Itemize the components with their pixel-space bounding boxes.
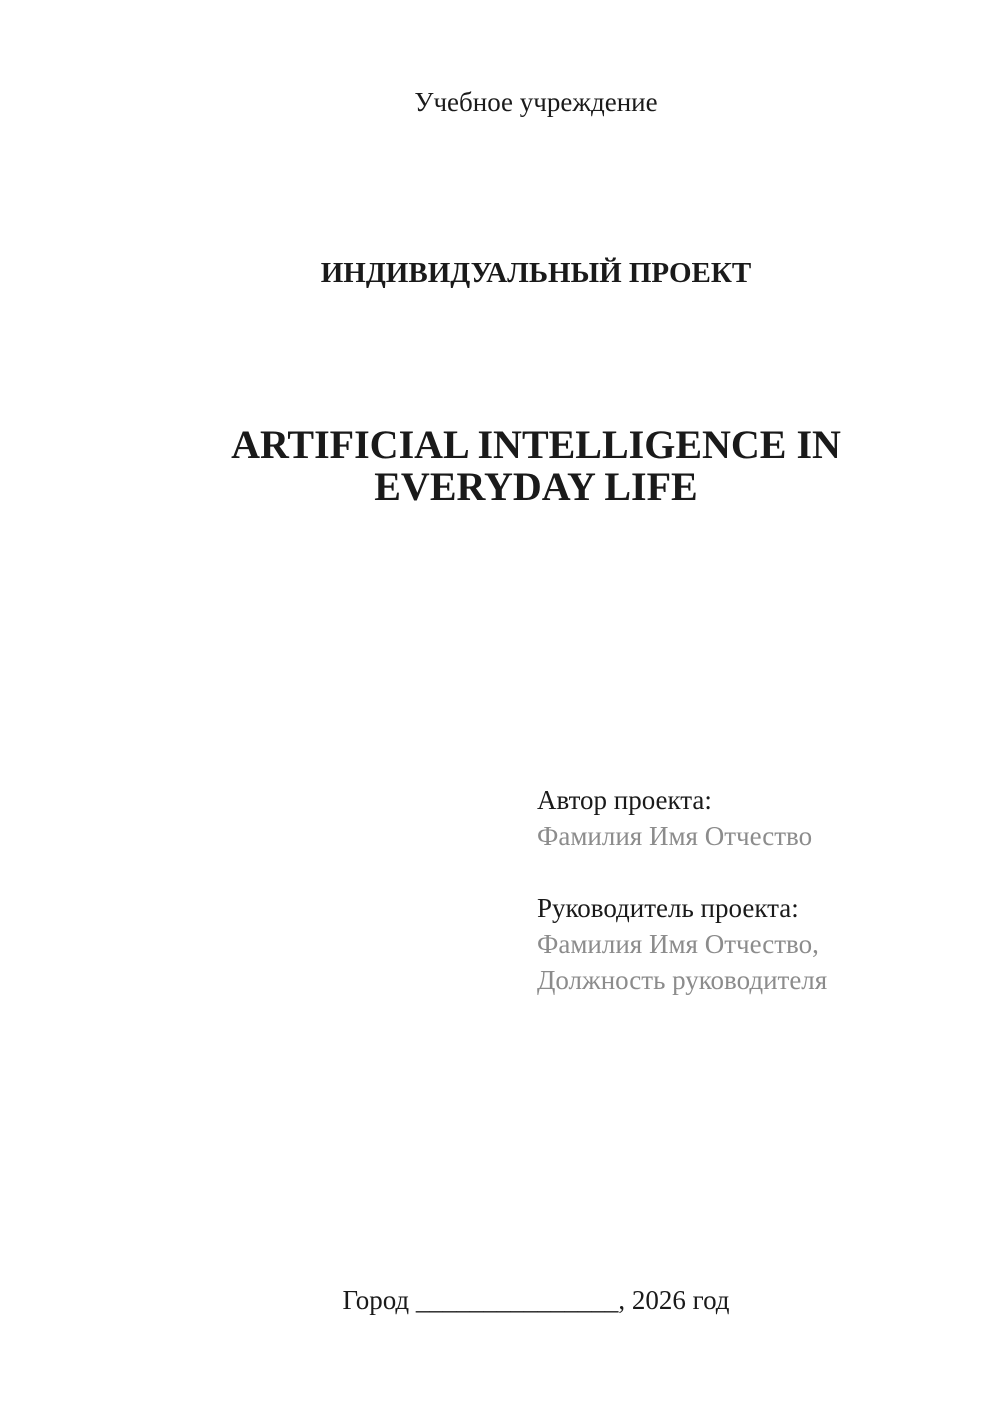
author-name-placeholder: Фамилия Имя Отчество [537,821,813,851]
supervisor-name-placeholder: Фамилия Имя Отчество, [537,929,819,959]
supervisor-group [537,890,827,998]
author-group [537,782,827,854]
document-type-heading: ИНДИВИДУАЛЬНЫЙ ПРОЕКТ [320,257,752,289]
project-title-line-2: EVERYDAY LIFE [374,464,698,509]
supervisor-label: Руководитель проекта: [537,893,799,923]
supervisor-position-placeholder: Должность руководителя [537,965,828,995]
credits-block [537,782,827,998]
institution-line: Учебное учреждение [414,87,658,117]
city-year-line: Город _______________, 2026 год [342,1285,730,1315]
project-title-line-1: ARTIFICIAL INTELLIGENCE IN [231,422,841,467]
author-label: Автор проекта: [537,785,712,815]
project-title [143,424,929,508]
